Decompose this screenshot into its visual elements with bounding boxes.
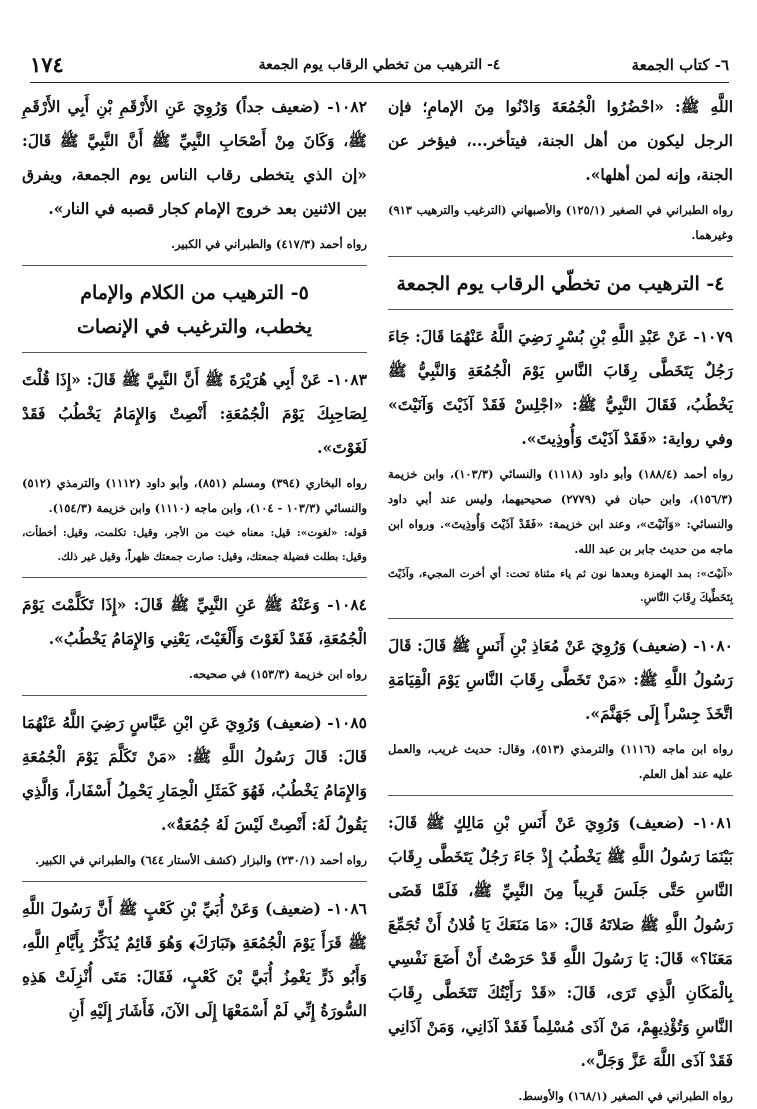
- page-number: ١٧٤: [30, 52, 64, 77]
- section-divider: [22, 352, 367, 353]
- hadith-1085-text: ١٠٨٥- (ضعيف) وَرُوِيَ عَنِ ابْنِ عَبَّاسٍ رَضِيَ اللَّهُ عَنْهُمَا قَالَ: قَالَ رَسُولُ اللَّهِ ﷺ: «مَنْ تَكَلَّمَ يَوْمَ الْجُمُعَةِ وَالإِمَامُ يَخْطُبُ، فَهُوَ كَمَثَلِ الْحِمَارِ يَحْمِلُ أَسْفَاراً، وَالَّذِي يَقُولُ لَهُ: أَنْصِتْ لَيْسَ لَهُ جُمُعَةٌ».: [22, 713, 367, 834]
- hadith-1084-source: رواه ابن خزيمة (١٥٣/٣) في صحيحه.: [188, 667, 367, 681]
- hadith-divider: [388, 795, 733, 796]
- section-title-5-line1: ٥- الترهيب من الكلام والإمام: [80, 282, 309, 304]
- hadith-1079-text: ١٠٧٩- عَنْ عَبْدِ اللَّهِ بْنِ بُسْرٍ رَضِيَ اللَّهُ عَنْهُمَا قَالَ: جَاءَ رَجُلٌ يَتَخَطَّى رِقَابَ النَّاسِ يَوْمَ الْجُمُعَةِ وَالنَّبِيُّ ﷺ يَخْطُبُ، فَقَالَ النَّبِيُّ ﷺ: «اجْلِسْ فَقَدْ آذَيْتَ وَآنَيْتَ» وفي رواية: «فَقَدْ آذَيْتَ وَأُوذِيتَ».: [388, 327, 733, 448]
- hadith-1079-source: رواه أحمد (١٨٨/٤) وأبو داود (١١١٨) والنسائي (١٠٣/٣)، وابن خزيمة (١٥٦/٣)، وابن حبان في (٢٧٧٩) صحيحيهما، وليس عند أبي داود والنسائي: «وَآنَيْتَ»، وعند ابن خزيمة: «فَقَدْ آذَيْتَ وَأُوذِيتَ». ورواه ابن ماجه من حديث جابر بن عبد الله.: [388, 467, 734, 556]
- hadith-continuation-source: رواه الطبراني في الصغير (١٢٥/١) والأصبهاني (الترغيب والترهيب ٩١٣) وغيرهما.: [388, 203, 733, 242]
- hadith-1083-note: قوله: «لغوت»: قيل: معناه خبت من الأجر، وقيل: تكلمت، وقيل: أخطأت، وقيل: بطلت فضيلة جمعتك، وقيل: صارت جمعتك ظهراً، وقيل غير ذلك.: [22, 527, 367, 563]
- hadith-divider: [388, 618, 733, 619]
- section-divider: [388, 309, 733, 310]
- hadith-1084-text: ١٠٨٤- وَعَنْهُ ﷺ عَنِ النَّبِيِّ ﷺ قَالَ: «إِذَا تَكَلَّمْتَ يَوْمَ الْجُمُعَةِ، فَقَدْ لَغَوْتَ وَأَلْغَيْتَ، يَعْنِي وَالإِمَامُ يَخْطُبُ».: [22, 595, 367, 648]
- section-divider: [22, 265, 367, 266]
- section-running-title: ٤- الترهيب من تخطي الرقاب يوم الجمعة: [258, 57, 501, 73]
- chapter-title: ٦- كتاب الجمعة: [631, 56, 729, 74]
- hadith-1085-source: رواه أحمد (٢٣٠/١) والبزار (كشف الأستار ٦٤٤) والطبراني في الكبير.: [35, 853, 367, 867]
- running-header: [30, 54, 729, 80]
- hadith-divider: [22, 577, 367, 578]
- section-title-5-line2: يخطب، والترغيب في الإنصات: [76, 316, 313, 338]
- section-divider: [388, 256, 733, 257]
- hadith-1082-text: ١٠٨٢- (ضعيف جداً) وَرُوِيَ عَنِ الأَرْقَمِ بْنِ أَبِي الأَرْقَمِ ﷺ، وَكَانَ مِنْ أَصْحَابِ النَّبِيِّ ﷺ أَنَّ النَّبِيَّ ﷺ قَالَ: «إن الذي يتخطى رقاب الناس يوم الجمعة، ويفرق بين الاثنين بعد خروج الإمام كجار قصبه في النار».: [22, 97, 367, 218]
- hadith-divider: [22, 881, 367, 882]
- hadith-1081-text: ١٠٨١- (ضعيف) وَرُوِيَ عَنْ أَنَسِ بْنِ مَالِكٍ ﷺ قَالَ: بَيْنَمَا رَسُولُ اللَّهِ ﷺ يَخْطُبُ إِذْ جَاءَ رَجُلٌ يَتَخَطَّى رِقَابَ النَّاسِ حَتَّى جَلَسَ قَرِيباً مِنَ النَّبِيِّ ﷺ، فَلَمَّا قَضَى رَسُولُ اللَّهِ ﷺ صَلاتَهُ قَالَ: «مَا مَنَعَكَ يَا فُلانُ أَنْ تُجَمِّعَ مَعَنَا؟» قَالَ: يَا رَسُولَ اللَّهِ قَدْ حَرَصْتُ أَنْ أَضَعَ نَفْسِي بِالْمَكَانِ الَّذِي تَرَى، قَالَ: «قَدْ رَأَيْتُكَ تَتَخَطَّى رِقَابَ النَّاسِ وَتُؤْذِيهِمْ، مَنْ آذَى مُسْلِماً فَقَدْ آذَانِي، وَمَنْ آذَانِي فَقَدْ آذَى اللَّهَ عَزَّ وَجَلَّ».: [388, 813, 733, 1070]
- right-column: [388, 90, 733, 1109]
- hadith-1083-source: رواه البخاري (٣٩٤) ومسلم (٨٥١)، وأبو داود (١١١٢) والترمذي (٥١٢) والنسائي (١٠٣/٣ - ١٠٤)، وابن ماجه (١١١٠) وابن خزيمة (١٥٤/٣).: [22, 476, 367, 515]
- section-title-4: ٤- الترهيب من تخطّي الرقاب يوم الجمعة: [396, 273, 725, 295]
- hadith-1081-source: رواه الطبراني في الصغير (١٦٨/١) والأوسط.: [518, 1089, 733, 1103]
- header-divider: [30, 82, 729, 83]
- hadith-1086-text: ١٠٨٦- (ضعيف) وَعَنْ أُبَيِّ بْنِ كَعْبٍ ﷺ أَنَّ رَسُولَ اللَّهِ ﷺ قَرَأَ يَوْمَ الْجُمُعَةِ ﴿تَبَارَكَ﴾ وَهُوَ قَائِمٌ يُذَكِّرُ بِأَيَّامِ اللَّهِ، وَأَبُو ذَرٍّ يَغْمِزُ أُبَيَّ بْنَ كَعْبٍ، فَقَالَ: مَتَى أُنْزِلَتْ هَذِهِ السُّورَةُ إِنِّي لَمْ أَسْمَعْهَا إِلَى الآنَ، فَأَشَارَ إِلَيْهِ أَنِ: [22, 899, 367, 1020]
- hadith-divider: [22, 695, 367, 696]
- hadith-1083-text: ١٠٨٣- عَنْ أَبِي هُرَيْرَةَ ﷺ أَنَّ النَّبِيَّ ﷺ قَالَ: «إِذَا قُلْتَ لِصَاحِبِكَ يَوْمَ الْجُمُعَةِ: أَنْصِتْ وَالإِمَامُ يَخْطُبُ فَقَدْ لَغَوْتَ».: [22, 370, 367, 457]
- hadith-1082-source: رواه أحمد (٤١٧/٣) والطبراني في الكبير.: [170, 237, 367, 251]
- hadith-1079-note: «آنيْتَ»: بمد الهمزة وبعدها نون ثم ياء مثناة تحت: أي أخرت المجيء، وآذَيْتَ بِتَخَطِّيكَ رِقَابَ النَّاسِ.: [388, 568, 733, 604]
- hadith-1080-source: رواه ابن ماجه (١١١٦) والترمذي (٥١٣)، وقال: حديث غريب، والعمل عليه عند أهل العلم.: [388, 742, 733, 781]
- left-column: [22, 90, 367, 1028]
- hadith-continuation-text: اللَّهِ ﷺ: «احْضُرُوا الْجُمُعَةَ وَادْنُوا مِنَ الإمامِ؛ فإن الرجل ليكون من أهل الجنة، فيتأخر...، فيؤخر عن الجنة، وإنه لمن أهلها».: [388, 97, 733, 184]
- hadith-1080-text: ١٠٨٠- (ضعيف) وَرُوِيَ عَنْ مُعَاذِ بْنِ أَنَسٍ ﷺ قَالَ: قَالَ رَسُولُ اللَّهِ ﷺ: «مَنْ تَخَطَّى رِقَابَ النَّاسِ يَوْمَ الْقِيَامَةِ اتَّخَذَ جِسْراً إِلَى جَهَنَّمَ».: [388, 636, 733, 723]
